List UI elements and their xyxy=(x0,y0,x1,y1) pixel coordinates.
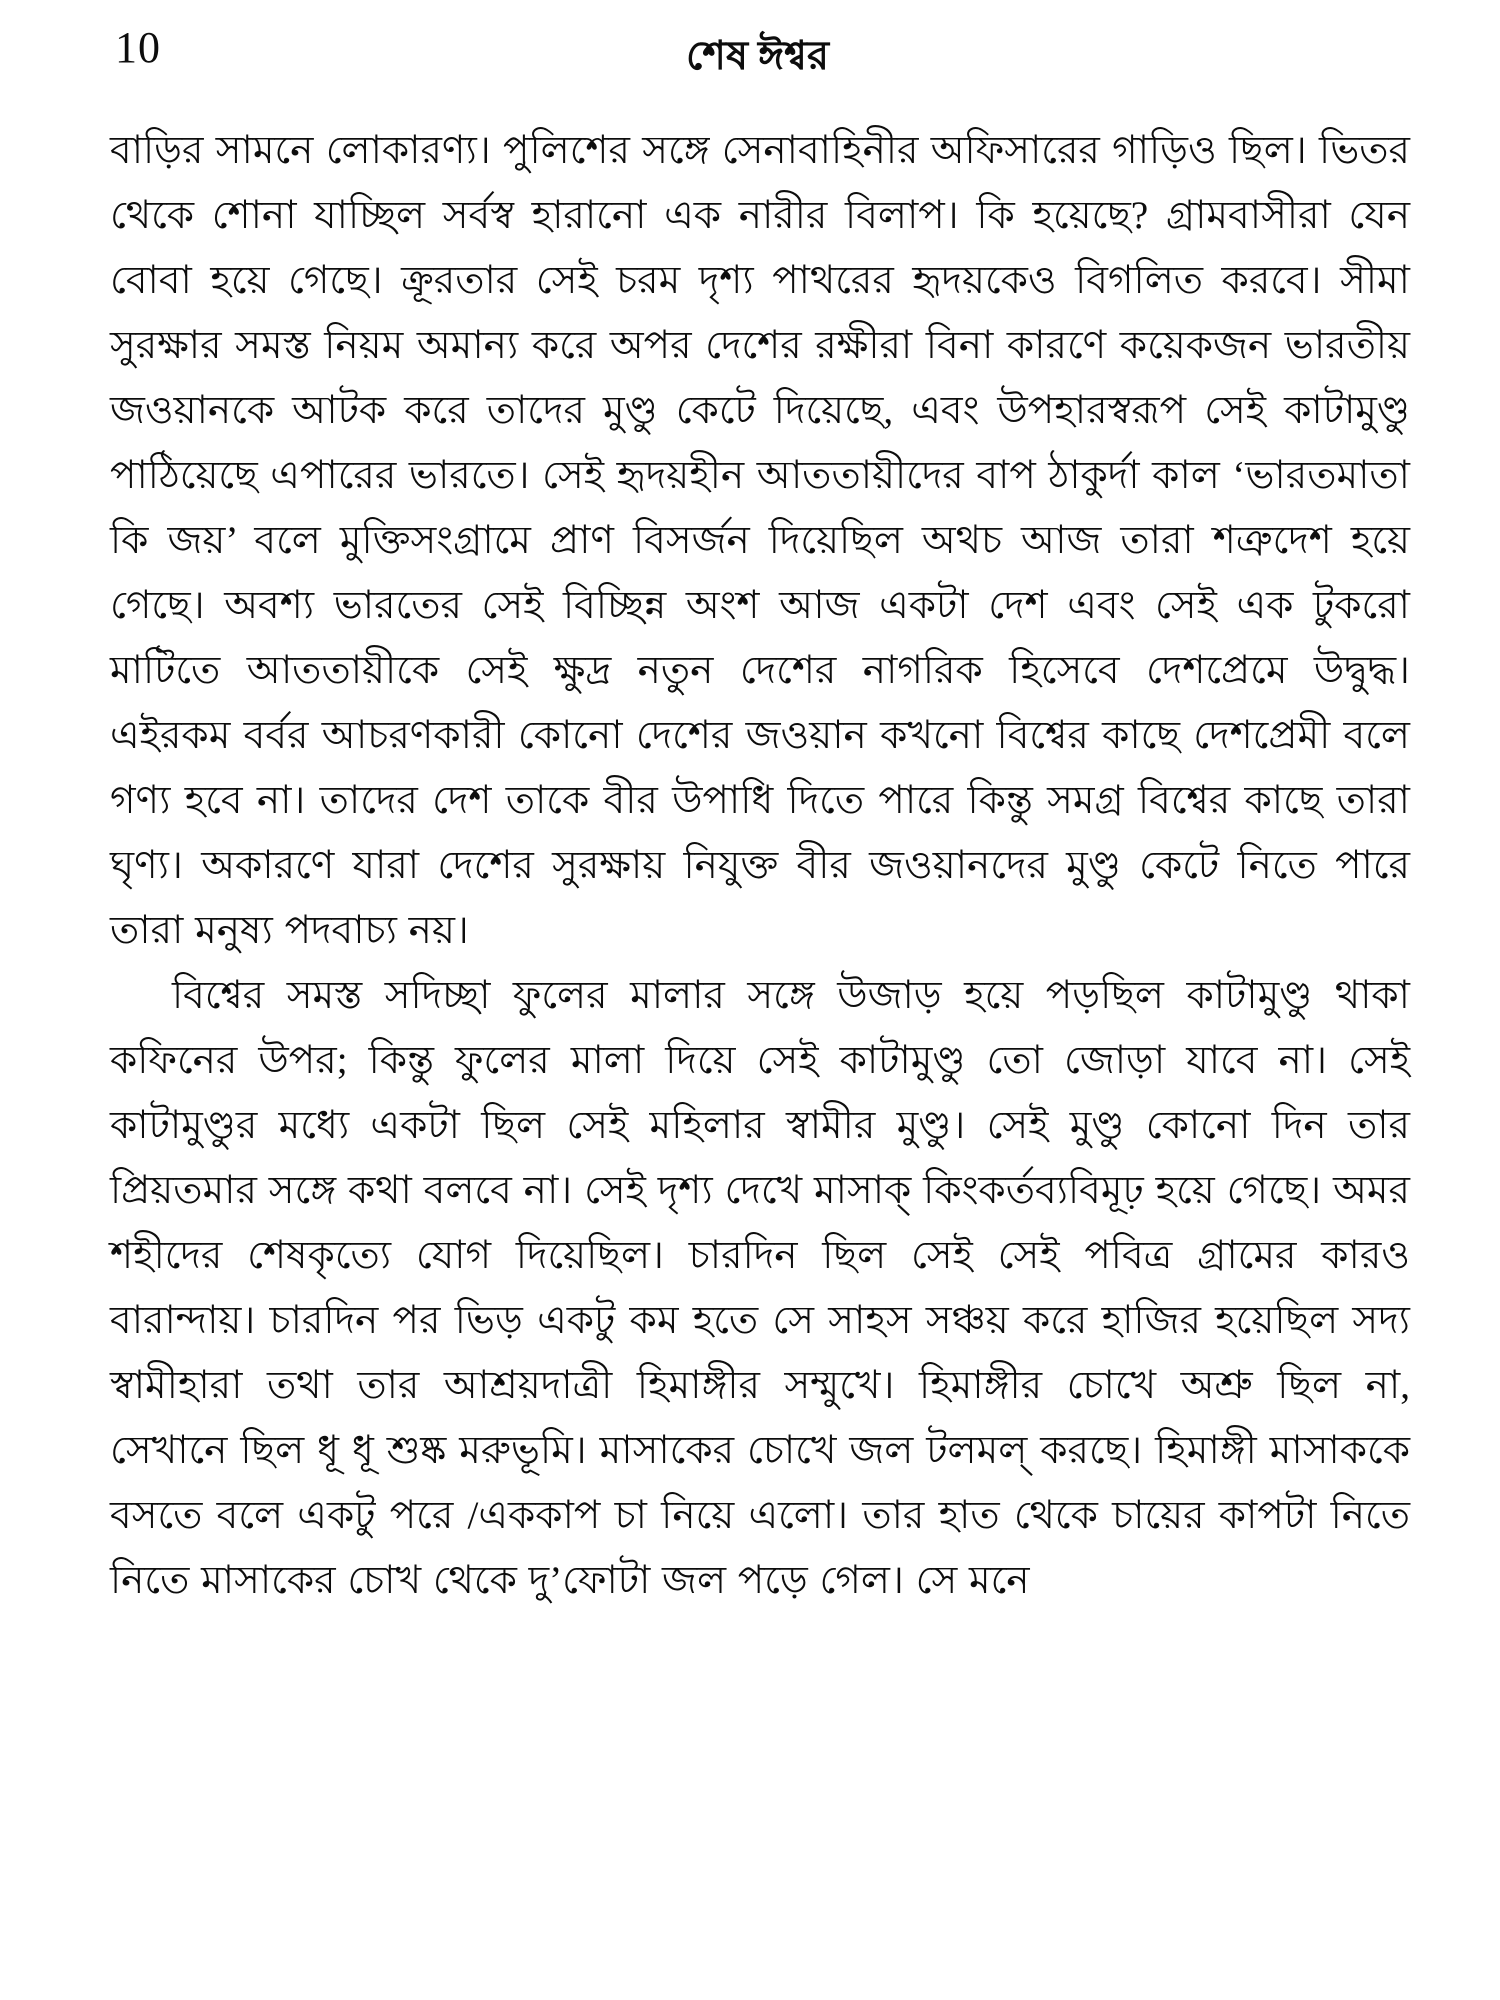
paragraph: বাড়ির সামনে লোকারণ্য। পুলিশের সঙ্গে সেনাবাহিনীর অফিসারের গাড়িও ছিল। ভিতর থেকে শোনা যাচ্ছিল সর্বস্ব হারানো এক নারীর বিলাপ। কি হয়েছে? গ্রামবাসীরা যেন বোবা হয়ে গেছে। ক্রূরতার সেই চরম দৃশ্য পাথরের হৃদয়কেও বিগলিত করবে। সীমা সুরক্ষার সমস্ত নিয়ম অমান্য করে অপর দেশের রক্ষীরা বিনা কারণে কয়েকজন ভারতীয় জওয়ানকে আটক করে তাদের মুণ্ডু কেটে দিয়েছে, এবং উপহারস্বরূপ সেই কাটামুণ্ডু পাঠিয়েছে এপারের ভারতে। সেই হৃদয়হীন আততায়ীদের বাপ ঠাকুর্দা কাল ‘ভারতমাতা কি জয়’ বলে মুক্তিসংগ্রামে প্রাণ বিসর্জন দিয়েছিল অথচ আজ তারা শত্রুদেশ হয়ে গেছে। অবশ্য ভারতের সেই বিচ্ছিন্ন অংশ আজ একটা দেশ এবং সেই এক টুকরো মাটিতে আততায়ীকে সেই ক্ষুদ্র নতুন দেশের নাগরিক হিসেবে দেশপ্রেমে উদ্বুদ্ধ। এইরকম বর্বর আচরণকারী কোনো দেশের জওয়ান কখনো বিশ্বের কাছে দেশপ্রেমী বলে গণ্য হবে না। তাদের দেশ তাকে বীর উপাধি দিতে পারে কিন্তু সমগ্র বিশ্বের কাছে তারা ঘৃণ্য। অকারণে যারা দেশের সুরক্ষায় নিযুক্ত বীর জওয়ানদের মুণ্ডু কেটে নিতে পারে তারা মনুষ্য পদবাচ্য নয়। xyxy=(110,129,1410,952)
paragraph: বিশ্বের সমস্ত সদিচ্ছা ফুলের মালার সঙ্গে উজাড় হয়ে পড়ছিল কাটামুণ্ডু থাকা কফিনের উপর; কিন্তু ফুলের মালা দিয়ে সেই কাটামুণ্ডু তো জোড়া যাবে না। সেই কাটামুণ্ডুর মধ্যে একটা ছিল সেই মহিলার স্বামীর মুণ্ডু। সেই মুণ্ডু কোনো দিন তার প্রিয়তমার সঙ্গে কথা বলবে না। সেই দৃশ্য দেখে মাসাক্ কিংকর্তব্যবিমূঢ় হয়ে গেছে। অমর শহীদের শেষকৃত্যে যোগ দিয়েছিল। চারদিন ছিল সেই সেই পবিত্র গ্রামের কারও বারান্দায়। চারদিন পর ভিড় একটু কম হতে সে সাহস সঞ্চয় করে হাজির হয়েছিল সদ্য স্বামীহারা তথা তার আশ্রয়দাত্রী হিমাঙ্গীর সম্মুখে। হিমাঙ্গীর চোখে অশ্রু ছিল না, সেখানে ছিল ধূ ধূ শুষ্ক মরুভূমি। মাসাকের চোখে জল টলমল্ করছে। হিমাঙ্গী মাসাককে বসতে বলে একটু পরে /এককাপ চা নিয়ে এলো। তার হাত থেকে চায়ের কাপটা নিতে নিতে মাসাকের চোখ থেকে দু’ফোটা জল পড়ে গেল। সে মনে xyxy=(110,974,1410,1602)
page-number: 10 xyxy=(115,23,161,72)
book-title: শেষ ঈশ্বর xyxy=(686,33,829,78)
page-header xyxy=(110,22,1405,82)
body-text xyxy=(110,118,1410,1613)
